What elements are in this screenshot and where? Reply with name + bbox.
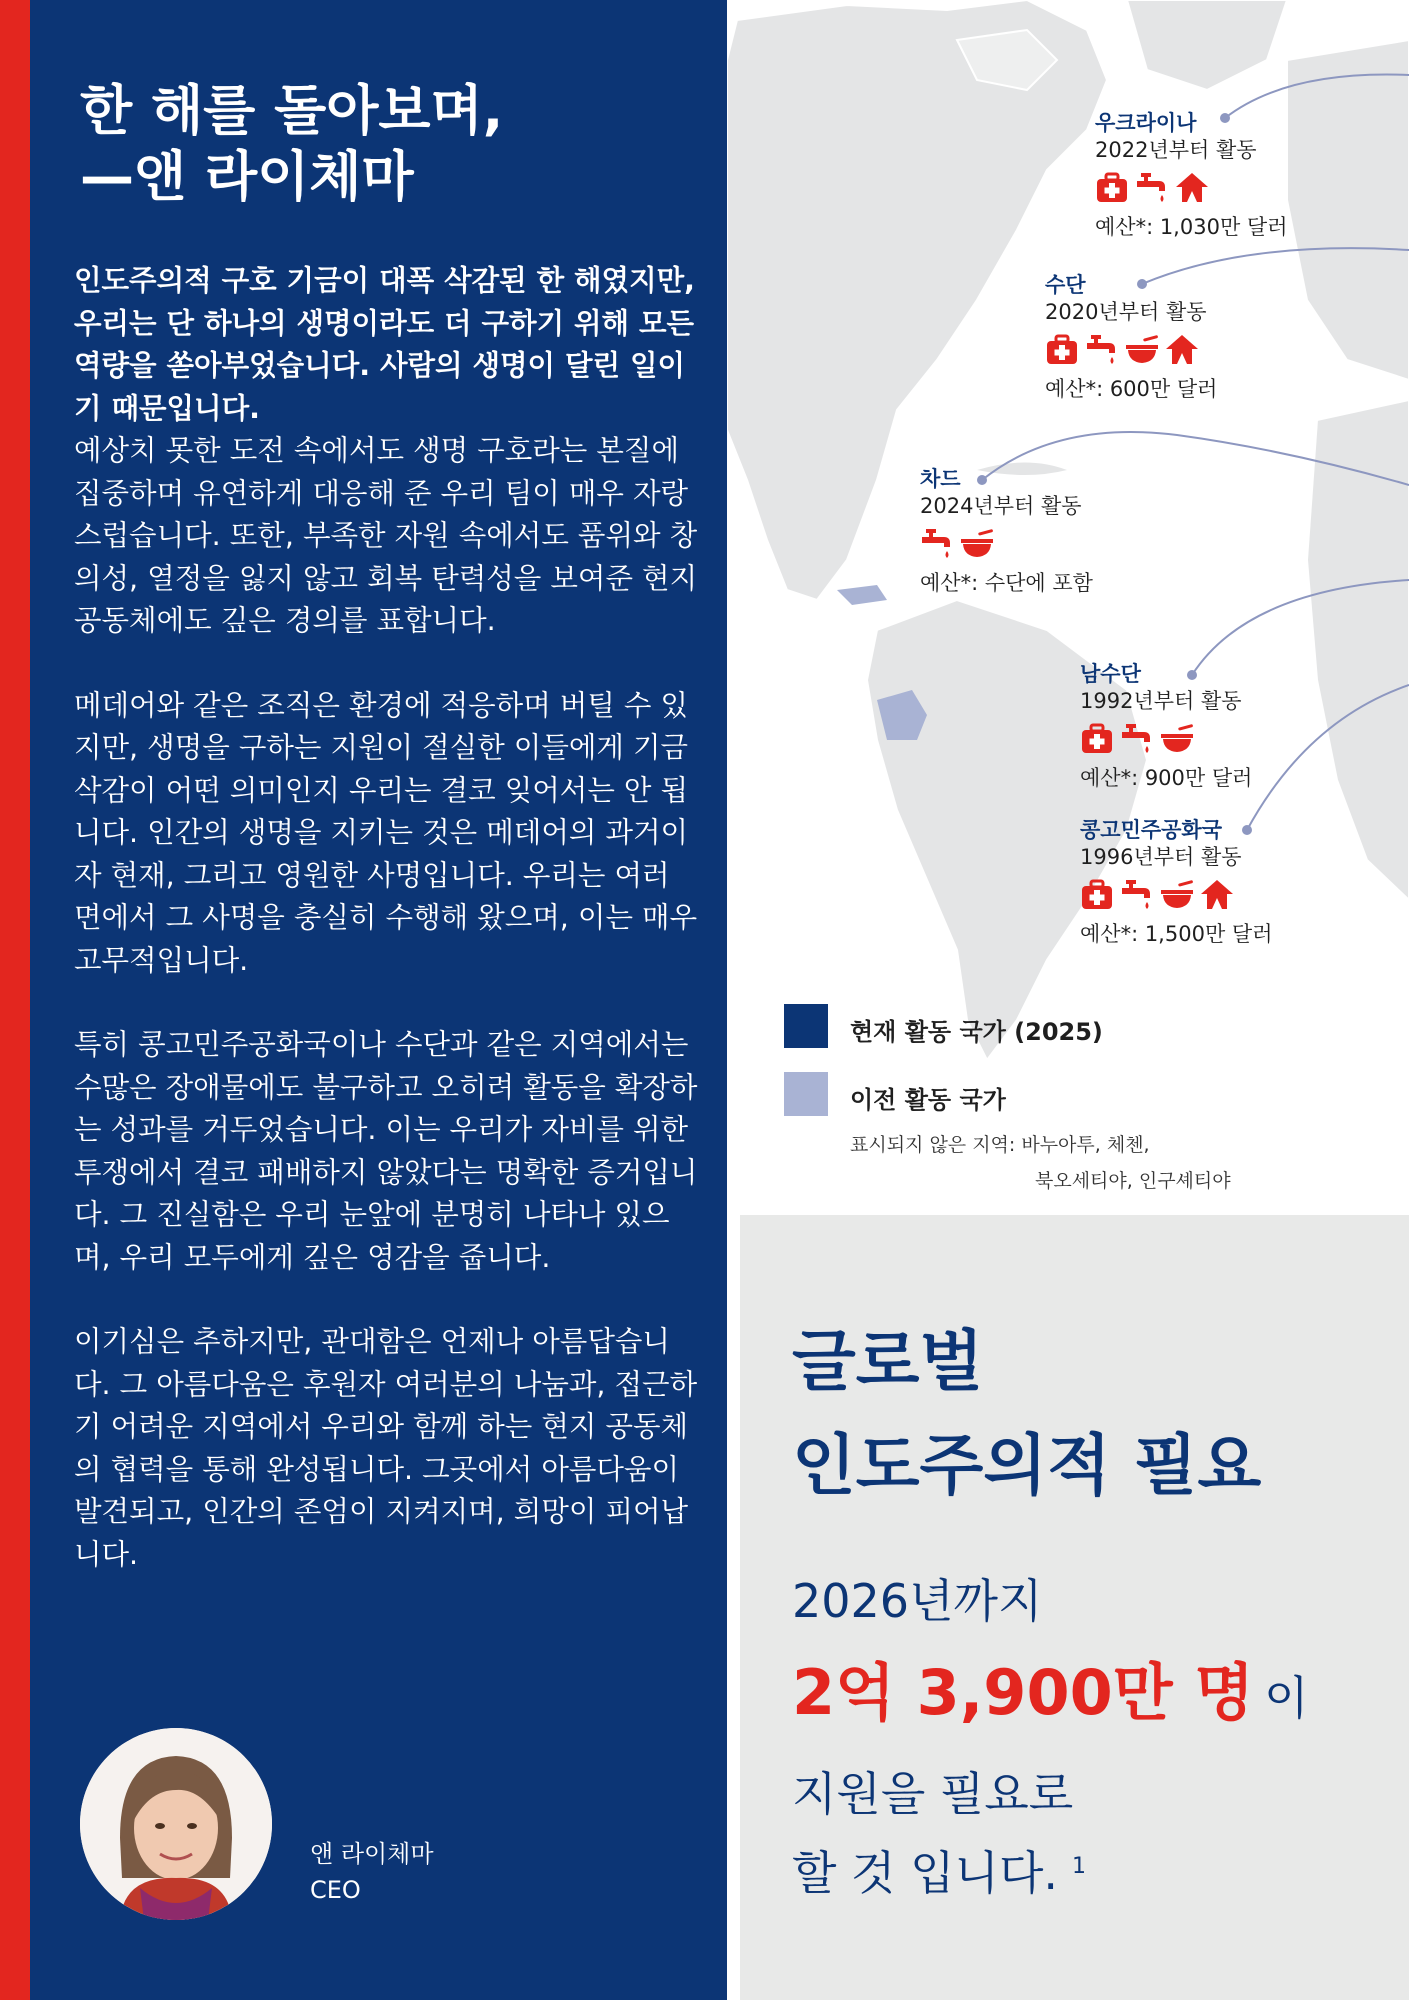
sector-icons <box>1080 875 1272 915</box>
shelter-icon <box>1200 878 1234 912</box>
sector-icons <box>920 524 1093 564</box>
sector-icons <box>1045 330 1217 370</box>
legend-note-line2: 북오세티야, 인구셰티야 <box>1035 1170 1231 1192</box>
country-south-sudan: 남수단 1992년부터 활동 예산*: 900만 달러 <box>1080 662 1253 790</box>
legend-previous-label: 이전 활동 국가 <box>850 1086 1006 1114</box>
country-chad: 차드 2024년부터 활동 예산*: 수단에 포함 <box>920 467 1093 595</box>
letter-paragraph-3: 특히 콩고민주공화국이나 수단과 같은 지역에서는 수많은 장애물에도 불구하고 오히려 활동을 확장하는 성과를 거두었습니다. 이는 우리가 자비를 위한 투쟁에서 결코 패배하지 않았다는 명확한 증거입니다. 그 진실함은 우리 눈앞에 분명히 나타나 있으며, 우리 모두에게 깊은 영감을 줍니다. <box>74 1028 698 1274</box>
legend-previous-swatch <box>784 1072 828 1116</box>
legend-current-label: 현재 활동 국가 (2025) <box>850 1018 1103 1046</box>
sector-icons <box>1080 719 1252 759</box>
ceo-signature <box>310 1836 434 1908</box>
food-bowl-icon <box>1160 878 1194 912</box>
need-line-4: 할 것 입니다. $^1$ <box>792 1846 1087 1900</box>
letter-paragraph-2: 메데어와 같은 조직은 환경에 적응하며 버틸 수 있지만, 생명을 구하는 지원이 절실한 이들에게 기금 삭감이 어떤 의미인지 우리는 결코 잊어서는 안 됩니다. 인간의 생명을 지키는 것은 메데어의 과거이자 현재, 그리고 영원한 사명입니다. 우리는 여러 면에서 그 사명을 충실히 수행해 왔으며, 이는 매우 고무적입니다. <box>74 688 698 977</box>
water-tap-icon <box>1120 878 1154 912</box>
ceo-portrait <box>80 1728 272 1920</box>
operations-map <box>727 0 1409 1215</box>
ceo-role: CEO <box>310 1876 361 1904</box>
water-tap-icon <box>1085 333 1119 367</box>
water-tap-icon <box>920 527 954 561</box>
letter-paragraph-1: 예상치 못한 도전 속에서도 생명 구호라는 본질에 집중하며 유연하게 대응해 준 우리 팀이 매우 자랑스럽습니다. 또한, 부족한 자원 속에서도 품위와 창의성, 열정을 잃지 않고 회복 탄력성을 보여준 현지 공동체에도 깊은 경의를 표합니다. <box>74 434 698 637</box>
shelter-icon <box>1165 333 1199 367</box>
legend-current-swatch <box>784 1004 828 1048</box>
red-accent-strip <box>0 0 30 2000</box>
water-tap-icon <box>1120 722 1154 756</box>
food-bowl-icon <box>1160 722 1194 756</box>
country-drc: 콩고민주공화국 1996년부터 활동 예산*: 1,500만 달러 <box>1080 818 1273 946</box>
country-sudan: 수단 2020년부터 활동 예산*: 600만 달러 <box>1045 273 1218 401</box>
people-in-need: 2억 3,900만 명 이 <box>792 1656 1309 1729</box>
medical-icon <box>1095 171 1129 205</box>
letter-paragraph-4: 이기심은 추하지만, 관대함은 언제나 아름답습니다. 그 아름다움은 후원자 여러분의 나눔과, 접근하기 어려운 지역에서 우리와 함께 하는 현지 공동체의 협력을 통해 완성됩니다. 그곳에서 아름다움이 발견되고, 인간의 존엄이 지켜지며, 희망이 피어납니다. <box>74 1325 698 1571</box>
by-year-text: 2026년까지 <box>792 1574 1043 1628</box>
letter-body <box>74 260 699 1618</box>
sector-icons <box>1095 168 1287 208</box>
people-in-need-number: 2억 3,900만 명 <box>792 1656 1255 1729</box>
food-bowl-icon <box>960 527 994 561</box>
food-bowl-icon <box>1125 333 1159 367</box>
medical-icon <box>1080 878 1114 912</box>
global-need-title: 글로벌 인도주의적 필요 <box>792 1323 1262 1504</box>
letter-lead: 인도주의적 구호 기금이 대폭 삭감된 한 해였지만, 우리는 단 하나의 생명이라도 더 구하기 위해 모든 역량을 쏟아부었습니다. 사람의 생명이 달린 일이기 때문입니다. <box>74 264 695 425</box>
global-need-panel <box>740 1215 1409 2000</box>
medical-icon <box>1045 333 1079 367</box>
letter-title: 한 해를 돌아보며, —앤 라이체마 <box>80 79 504 208</box>
footnote-marker: 1 <box>1072 1853 1087 1879</box>
legend-note-line1: 표시되지 않은 지역: 바누아투, 체첸, <box>850 1134 1150 1156</box>
medical-icon <box>1080 722 1114 756</box>
country-ukraine: 우크라이나 2022년부터 활동 예산*: 1,030만 달러 <box>1095 111 1288 239</box>
shelter-icon <box>1175 171 1209 205</box>
ceo-name: 앤 라이체마 <box>310 1840 434 1868</box>
need-line-3: 지원을 필요로 <box>792 1767 1074 1821</box>
ceo-letter-panel <box>30 0 727 2000</box>
water-tap-icon <box>1135 171 1169 205</box>
